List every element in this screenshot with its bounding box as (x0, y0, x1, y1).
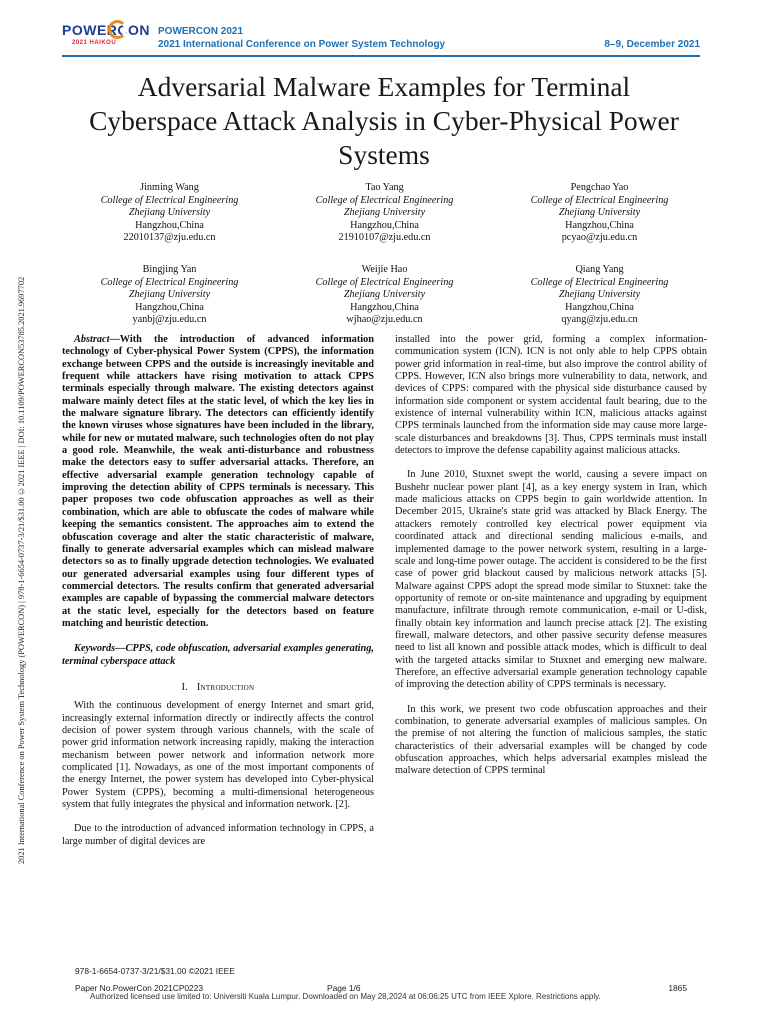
author-card (62, 264, 277, 327)
powercon-logo (62, 22, 152, 52)
author-email: qyang@zju.edu.cn (561, 314, 638, 326)
author-email: 22010137@zju.edu.cn (123, 232, 216, 244)
author-affiliation: College of Electrical Engineering (100, 276, 239, 288)
author-city: Hangzhou,China (135, 219, 204, 231)
conference-name: POWERCON 2021 (158, 26, 244, 37)
author-name: Weijie Hao (361, 264, 408, 275)
author-affiliation: College of Electrical Engineering (100, 194, 239, 206)
author-city: Hangzhou,China (565, 301, 634, 313)
author-name: Qiang Yang (575, 264, 624, 275)
left-column (62, 334, 374, 860)
keywords (62, 643, 374, 668)
author-name: Bingjing Yan (142, 264, 197, 275)
logo-ring-icon (108, 20, 127, 39)
abstract-text: —With the introduction of advanced information technology of Cyber-physical Power System (CPPS), the information exchange between CPPS and the outside is increasingly inevitable and frequent while attackers have rising motivation to attack CPPS terminals especially through malware. The existing detectors against malware mainly detect files at the static level, of which the key lies in the malware signature library. The detectors can efficiently identify the known viruses whose signatures have been included in the library, while for new or mutated malware, such technologies often do not play a good role. Meanwhile, the weak anti-disturbance and robustness make the detectors easy to suffer adversarial attacks. Therefore, an effective adversarial example generation technology capable of improving the detection ability of CPPS terminals is necessary. This paper proposes two code obfuscation approaches as well as their combination, which are able to obfuscate the codes of malware while keeping the semantics consistent. The approaches aim to extend the obfuscation coverage and alter the static characteristic of malware, finally to generate adversarial examples which can mislead malware detectors so as to finally upgrade detection technologies. We evaluated our generated adversarial examples using four different types of commercial detectors. The results confirm that generated adversarial examples are capable of bypassing the commercial malware detectors at the static level, especially for the detectors based on feature matching and heuristic detection. (62, 334, 374, 629)
author-card (492, 264, 707, 327)
license-notice: Authorized licensed use limited to: Universiti Kuala Lumpur. Downloaded on May 28,2024 at 06:06:25 UTC from IEEE Xplore. Restrictions apply. (90, 992, 601, 1001)
author-affiliation: College of Electrical Engineering (315, 194, 454, 206)
author-email: wjhao@zju.edu.cn (346, 314, 423, 326)
author-university: Zhejiang University (343, 207, 426, 219)
author-card (492, 182, 707, 245)
body-paragraph: installed into the power grid, forming a complex information-communication system (ICN). ICN is not only able to help CPPS obtain power grid information in real-time, but also improve the control ability of CPPS. However, ICN also brings more vulnerability to data, network, and devices of CPPS: compared with the physical side disturbance caused by information side component or system accidental fault bearing, due to the existence of internal vulnerability within ICN, malicious attacks against CPPS terminals launched from the information side may cause more large-scale disturbances and breakdowns [3]. Thus, CPPS terminals must install detectors to improve the defense capability against malicious attacks. (395, 334, 707, 457)
author-email: yanbj@zju.edu.cn (132, 314, 207, 326)
isbn-line: 978-1-6654-0737-3/21/$31.00 ©2021 IEEE (75, 966, 235, 976)
author-card (62, 182, 277, 245)
paper-title: Adversarial Malware Examples for Terminal Cyberspace Attack Analysis in Cyber-Physical Power Systems (89, 71, 679, 170)
abstract-label: Abstract (74, 334, 110, 345)
author-affiliation: College of Electrical Engineering (530, 276, 669, 288)
section-title: Introduction (196, 681, 255, 693)
page-info: Page 1/6 (327, 983, 361, 993)
author-email: pcyao@zju.edu.cn (561, 232, 638, 244)
keywords-label: Keywords (74, 643, 116, 655)
body-paragraph: In June 2010, Stuxnet swept the world, causing a severe impact on Bushehr nuclear power plant [4], as a key energy system in Iran, which made malicious attacks on CPPS begin to gain worldwide attention. In December 2015, Ukraine's state grid was attacked by Black Energy. The attackers remotely controlled key electrical power equipment via coordinated attack and directional sending malicious e-mails, and implemented damage to the power network system, resulting in a large-scale and long-time power outage. The accident is considered to be the first case of power grid blackout caused by malicious network attacks [5]. Malware against CPPS adopt the spread mode similar to Stuxnet: take the opportunity of remote or on-site maintenance and upgrading by equipment manufacture, infiltrate through remote communication, e-mail or U-disk, finally obtain key information and launch precise attack [2]. The existing firewall, malware detectors, and other passive security defense measures need to list all known and possible attack modes, which is difficult to deal with the targeted attacks similar to Stuxnet and emerging new malware. Therefore, an effective adversarial example generation technology capable of improving the detection ability of CPPS terminals is necessary. (395, 469, 707, 691)
author-card (277, 264, 492, 327)
author-name: Pengchao Yao (570, 182, 629, 193)
author-city: Hangzhou,China (135, 301, 204, 313)
header-divider (62, 55, 700, 57)
body-paragraph: With the continuous development of energy Internet and smart grid, increasingly external information directly or indirectly affects the control decision of power system through various channels, with the scale of power grid information network increasing rapidly, making the interaction mechanism between power network and information network more complicated [1]. Nowadays, as one of the most important components of the energy Internet, the power system has developed into Cyber-physical Power System (CPPS), becoming a multi-dimensional heterogeneous system that fully integrates the physical and information network. [2]. (62, 700, 374, 811)
author-university: Zhejiang University (128, 207, 211, 219)
author-university: Zhejiang University (343, 289, 426, 301)
author-university: Zhejiang University (558, 207, 641, 219)
right-column (395, 334, 707, 790)
logo-subtitle: 2021 HAIKOU (72, 40, 117, 46)
conference-dates: 8–9, December 2021 (604, 39, 700, 50)
author-city: Hangzhou,China (350, 301, 419, 313)
paper-number: Paper No.PowerCon 2021CP0223 (75, 983, 204, 993)
body-paragraph: In this work, we present two code obfuscation approaches and their combination, to generate adversarial examples of malicious samples. On the premise of not altering the function of malicious samples, the static characteristics of their adversarial examples will be changed by code obfuscation approaches, which helps adversarial examples mislead the malware detection of CPPS terminal (395, 703, 707, 777)
author-email: 21910107@zju.edu.cn (338, 232, 431, 244)
author-city: Hangzhou,China (565, 219, 634, 231)
author-affiliation: College of Electrical Engineering (530, 194, 669, 206)
body-paragraph: Due to the introduction of advanced information technology in CPPS, a large number of digital devices are (62, 823, 374, 847)
author-university: Zhejiang University (558, 289, 641, 301)
keywords-text: —CPPS, code obfuscation, adversarial examples generating, terminal cyberspace attack (62, 643, 374, 667)
author-name: Jinming Wang (140, 182, 199, 193)
author-name: Tao Yang (365, 182, 404, 193)
author-city: Hangzhou,China (350, 219, 419, 231)
section-heading (62, 682, 374, 694)
page-number: 1865 (668, 983, 687, 993)
author-affiliation: College of Electrical Engineering (315, 276, 454, 288)
logo-text: POWERCON (62, 22, 150, 38)
author-card (277, 182, 492, 245)
side-doi-identifier: 2021 International Conference on Power System Technology (POWERCON) | 978-1-6654-0737-3/21/$31.00 ©2021 IEEE | DOI: 10.1109/POWERCON53785.2021.9697702 (17, 276, 26, 864)
author-university: Zhejiang University (128, 289, 211, 301)
conference-full-name: 2021 International Conference on Power System Technology (158, 39, 446, 50)
abstract (62, 334, 374, 630)
conference-header (0, 0, 768, 60)
section-number: I. (181, 681, 189, 693)
